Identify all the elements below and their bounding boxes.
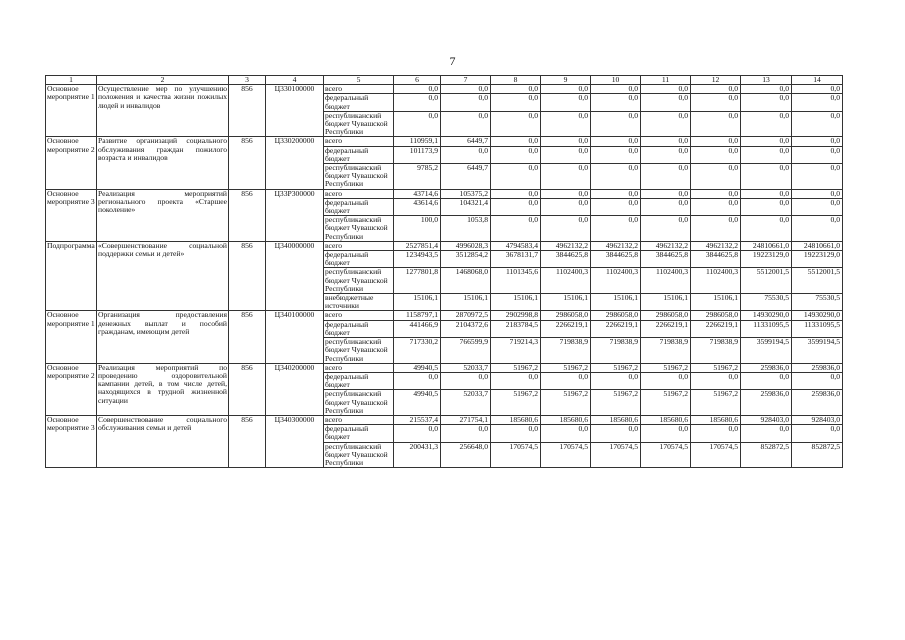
amount-cell: 271754,1 <box>441 415 491 424</box>
amount-cell: 0,0 <box>394 111 441 137</box>
amount-cell: 0,0 <box>491 189 541 198</box>
column-number-header: 1 <box>46 76 97 85</box>
amount-cell: 0,0 <box>491 94 541 111</box>
amount-cell: 3844625,8 <box>691 251 741 268</box>
amount-cell: 0,0 <box>741 111 792 137</box>
amount-cell: 2266219,1 <box>541 320 591 337</box>
target-code-cell: Ц33P300000 <box>266 189 324 241</box>
amount-cell: 0,0 <box>541 164 591 190</box>
amount-cell: 0,0 <box>491 372 541 389</box>
amount-cell: 1102400,3 <box>591 268 641 294</box>
amount-cell: 852872,5 <box>792 442 843 468</box>
header-row <box>46 76 843 85</box>
grbs-code-cell: 856 <box>229 137 266 189</box>
amount-cell: 0,0 <box>591 372 641 389</box>
amount-cell: 4962132,2 <box>641 241 691 250</box>
amount-cell: 170574,5 <box>691 442 741 468</box>
amount-cell: 0,0 <box>541 425 591 442</box>
amount-cell: 0,0 <box>394 425 441 442</box>
measure-kind-cell: Основное мероприятие 3 <box>46 415 97 467</box>
target-code-cell: Ц340200000 <box>266 363 324 415</box>
funding-source-cell: федеральный бюджет <box>324 372 394 389</box>
column-number-header: 9 <box>541 76 591 85</box>
amount-cell: 0,0 <box>792 146 843 163</box>
amount-cell: 0,0 <box>691 372 741 389</box>
table-row <box>46 241 843 250</box>
amount-cell: 43714,6 <box>394 189 441 198</box>
amount-cell: 852872,5 <box>741 442 792 468</box>
grbs-code-cell: 856 <box>229 189 266 241</box>
amount-cell: 0,0 <box>641 372 691 389</box>
amount-cell: 0,0 <box>792 372 843 389</box>
amount-cell: 0,0 <box>591 216 641 242</box>
column-number-header: 7 <box>441 76 491 85</box>
amount-cell: 51967,2 <box>541 363 591 372</box>
amount-cell: 170574,5 <box>591 442 641 468</box>
measure-name-cell: Реализация мероприятий по проведению оздоровительной кампании детей, в том числе детей, находящихся в трудной жизненной ситуации <box>97 363 229 415</box>
amount-cell: 2183784,5 <box>491 320 541 337</box>
amount-cell: 0,0 <box>591 111 641 137</box>
column-number-header: 2 <box>97 76 229 85</box>
amount-cell: 4962132,2 <box>541 241 591 250</box>
grbs-code-cell: 856 <box>229 415 266 467</box>
amount-cell: 0,0 <box>641 146 691 163</box>
amount-cell: 200431,3 <box>394 442 441 468</box>
amount-cell: 259836,0 <box>741 363 792 372</box>
amount-cell: 0,0 <box>741 198 792 215</box>
funding-source-cell: всего <box>324 363 394 372</box>
amount-cell: 100,0 <box>394 216 441 242</box>
amount-cell: 0,0 <box>591 137 641 146</box>
amount-cell: 43614,6 <box>394 198 441 215</box>
amount-cell: 75530,5 <box>792 294 843 311</box>
amount-cell: 0,0 <box>491 198 541 215</box>
measure-kind-cell: Основное мероприятие 1 <box>46 311 97 363</box>
funding-source-cell: всего <box>324 241 394 250</box>
amount-cell: 105375,2 <box>441 189 491 198</box>
amount-cell: 1101345,6 <box>491 268 541 294</box>
amount-cell: 3512854,2 <box>441 251 491 268</box>
funding-source-cell: федеральный бюджет <box>324 320 394 337</box>
amount-cell: 0,0 <box>541 372 591 389</box>
amount-cell: 51967,2 <box>491 363 541 372</box>
amount-cell: 719838,9 <box>591 338 641 364</box>
amount-cell: 49940,5 <box>394 363 441 372</box>
amount-cell: 51967,2 <box>641 390 691 416</box>
amount-cell: 0,0 <box>792 425 843 442</box>
amount-cell: 0,0 <box>591 198 641 215</box>
amount-cell: 0,0 <box>792 198 843 215</box>
amount-cell: 3599194,5 <box>741 338 792 364</box>
measure-kind-cell: Основное мероприятие 3 <box>46 189 97 241</box>
amount-cell: 0,0 <box>792 85 843 94</box>
amount-cell: 0,0 <box>541 137 591 146</box>
amount-cell: 0,0 <box>641 111 691 137</box>
amount-cell: 9785,2 <box>394 164 441 190</box>
amount-cell: 0,0 <box>641 198 691 215</box>
amount-cell: 14930290,0 <box>792 311 843 320</box>
grbs-code-cell: 856 <box>229 241 266 311</box>
measure-name-cell: Развитие организаций социального обслуживания граждан пожилого возраста и инвалидов <box>97 137 229 189</box>
amount-cell: 2870972,5 <box>441 311 491 320</box>
amount-cell: 0,0 <box>741 425 792 442</box>
measure-name-cell: Осуществление мер по улучшению положения и качества жизни пожилых людей и инвалидов <box>97 85 229 137</box>
amount-cell: 0,0 <box>591 146 641 163</box>
funding-source-cell: федеральный бюджет <box>324 198 394 215</box>
amount-cell: 15106,1 <box>541 294 591 311</box>
column-number-header: 14 <box>792 76 843 85</box>
amount-cell: 0,0 <box>541 216 591 242</box>
funding-source-cell: внебюджетные источники <box>324 294 394 311</box>
amount-cell: 6449,7 <box>441 137 491 146</box>
amount-cell: 101173,9 <box>394 146 441 163</box>
amount-cell: 0,0 <box>741 189 792 198</box>
amount-cell: 0,0 <box>394 372 441 389</box>
amount-cell: 11331095,5 <box>741 320 792 337</box>
amount-cell: 4962132,2 <box>591 241 641 250</box>
table-row <box>46 311 843 320</box>
amount-cell: 51967,2 <box>541 390 591 416</box>
amount-cell: 0,0 <box>541 198 591 215</box>
amount-cell: 110959,1 <box>394 137 441 146</box>
table-row <box>46 363 843 372</box>
page-number: 7 <box>449 54 456 68</box>
amount-cell: 719214,3 <box>491 338 541 364</box>
column-number-header: 4 <box>266 76 324 85</box>
column-number-header: 6 <box>394 76 441 85</box>
amount-cell: 15106,1 <box>491 294 541 311</box>
amount-cell: 259836,0 <box>741 390 792 416</box>
amount-cell: 51967,2 <box>591 390 641 416</box>
funding-source-cell: республиканский бюджет Чувашской Республики <box>324 268 394 294</box>
amount-cell: 0,0 <box>741 85 792 94</box>
amount-cell: 0,0 <box>641 85 691 94</box>
amount-cell: 0,0 <box>691 111 741 137</box>
amount-cell: 170574,5 <box>541 442 591 468</box>
amount-cell: 3599194,5 <box>792 338 843 364</box>
funding-source-cell: республиканский бюджет Чувашской Республики <box>324 390 394 416</box>
target-code-cell: Ц330200000 <box>266 137 324 189</box>
amount-cell: 15106,1 <box>641 294 691 311</box>
budget-table <box>45 75 843 468</box>
target-code-cell: Ц340000000 <box>266 241 324 311</box>
amount-cell: 0,0 <box>491 85 541 94</box>
amount-cell: 2986058,0 <box>541 311 591 320</box>
amount-cell: 0,0 <box>741 146 792 163</box>
amount-cell: 19223129,0 <box>741 251 792 268</box>
funding-source-cell: федеральный бюджет <box>324 425 394 442</box>
amount-cell: 2266219,1 <box>641 320 691 337</box>
amount-cell: 0,0 <box>691 216 741 242</box>
amount-cell: 4794583,4 <box>491 241 541 250</box>
funding-source-cell: всего <box>324 137 394 146</box>
amount-cell: 185680,6 <box>491 415 541 424</box>
funding-source-cell: федеральный бюджет <box>324 94 394 111</box>
amount-cell: 0,0 <box>441 372 491 389</box>
amount-cell: 0,0 <box>792 94 843 111</box>
amount-cell: 104321,4 <box>441 198 491 215</box>
amount-cell: 0,0 <box>541 189 591 198</box>
amount-cell: 0,0 <box>491 164 541 190</box>
table-row <box>46 137 843 146</box>
amount-cell: 0,0 <box>641 137 691 146</box>
amount-cell: 2104372,6 <box>441 320 491 337</box>
table-row <box>46 189 843 198</box>
amount-cell: 185680,6 <box>691 415 741 424</box>
grbs-code-cell: 856 <box>229 363 266 415</box>
amount-cell: 719838,9 <box>691 338 741 364</box>
amount-cell: 1158797,1 <box>394 311 441 320</box>
funding-source-cell: республиканский бюджет Чувашской Республики <box>324 216 394 242</box>
amount-cell: 0,0 <box>441 146 491 163</box>
amount-cell: 0,0 <box>741 216 792 242</box>
amount-cell: 0,0 <box>541 146 591 163</box>
amount-cell: 2266219,1 <box>691 320 741 337</box>
target-code-cell: Ц340100000 <box>266 311 324 363</box>
amount-cell: 0,0 <box>741 164 792 190</box>
measure-name-cell: Реализация мероприятий регионального проекта «Старшее поколение» <box>97 189 229 241</box>
amount-cell: 0,0 <box>691 164 741 190</box>
amount-cell: 0,0 <box>691 198 741 215</box>
amount-cell: 2527851,4 <box>394 241 441 250</box>
amount-cell: 3844625,8 <box>641 251 691 268</box>
amount-cell: 2902998,8 <box>491 311 541 320</box>
funding-source-cell: всего <box>324 189 394 198</box>
table-row <box>46 415 843 424</box>
amount-cell: 719838,9 <box>641 338 691 364</box>
amount-cell: 0,0 <box>394 85 441 94</box>
amount-cell: 0,0 <box>641 164 691 190</box>
amount-cell: 2986058,0 <box>641 311 691 320</box>
amount-cell: 185680,6 <box>641 415 691 424</box>
amount-cell: 0,0 <box>641 189 691 198</box>
amount-cell: 0,0 <box>441 425 491 442</box>
amount-cell: 24810661,0 <box>792 241 843 250</box>
funding-source-cell: федеральный бюджет <box>324 146 394 163</box>
funding-source-cell: федеральный бюджет <box>324 251 394 268</box>
amount-cell: 928403,0 <box>741 415 792 424</box>
amount-cell: 0,0 <box>691 189 741 198</box>
amount-cell: 0,0 <box>691 146 741 163</box>
amount-cell: 6449,7 <box>441 164 491 190</box>
amount-cell: 15106,1 <box>691 294 741 311</box>
amount-cell: 170574,5 <box>491 442 541 468</box>
amount-cell: 51967,2 <box>691 390 741 416</box>
amount-cell: 0,0 <box>491 137 541 146</box>
column-number-header: 10 <box>591 76 641 85</box>
grbs-code-cell: 856 <box>229 85 266 137</box>
amount-cell: 11331095,5 <box>792 320 843 337</box>
amount-cell: 0,0 <box>691 85 741 94</box>
amount-cell: 2266219,1 <box>591 320 641 337</box>
amount-cell: 0,0 <box>792 189 843 198</box>
amount-cell: 215537,4 <box>394 415 441 424</box>
amount-cell: 49940,5 <box>394 390 441 416</box>
amount-cell: 1277801,8 <box>394 268 441 294</box>
measure-kind-cell: Подпрограмма <box>46 241 97 311</box>
amount-cell: 19223129,0 <box>792 251 843 268</box>
amount-cell: 0,0 <box>591 94 641 111</box>
amount-cell: 14930290,0 <box>741 311 792 320</box>
column-number-header: 12 <box>691 76 741 85</box>
column-number-header: 11 <box>641 76 691 85</box>
amount-cell: 75530,5 <box>741 294 792 311</box>
target-code-cell: Ц340300000 <box>266 415 324 467</box>
amount-cell: 1102400,3 <box>641 268 691 294</box>
measure-kind-cell: Основное мероприятие 2 <box>46 137 97 189</box>
amount-cell: 24810661,0 <box>741 241 792 250</box>
amount-cell: 5512001,5 <box>741 268 792 294</box>
grbs-code-cell: 856 <box>229 311 266 363</box>
funding-source-cell: республиканский бюджет Чувашской Республики <box>324 111 394 137</box>
measure-kind-cell: Основное мероприятие 2 <box>46 363 97 415</box>
amount-cell: 0,0 <box>792 137 843 146</box>
amount-cell: 719838,9 <box>541 338 591 364</box>
amount-cell: 3844625,8 <box>591 251 641 268</box>
amount-cell: 0,0 <box>491 216 541 242</box>
column-number-header: 13 <box>741 76 792 85</box>
amount-cell: 717330,2 <box>394 338 441 364</box>
amount-cell: 1053,8 <box>441 216 491 242</box>
amount-cell: 0,0 <box>394 94 441 111</box>
funding-source-cell: всего <box>324 311 394 320</box>
amount-cell: 0,0 <box>691 425 741 442</box>
amount-cell: 0,0 <box>641 216 691 242</box>
amount-cell: 0,0 <box>591 189 641 198</box>
amount-cell: 0,0 <box>591 425 641 442</box>
amount-cell: 2986058,0 <box>591 311 641 320</box>
amount-cell: 51967,2 <box>591 363 641 372</box>
amount-cell: 15106,1 <box>441 294 491 311</box>
amount-cell: 0,0 <box>491 146 541 163</box>
amount-cell: 4996028,3 <box>441 241 491 250</box>
amount-cell: 52033,7 <box>441 390 491 416</box>
amount-cell: 0,0 <box>441 85 491 94</box>
amount-cell: 170574,5 <box>641 442 691 468</box>
column-number-header: 5 <box>324 76 394 85</box>
amount-cell: 5512001,5 <box>792 268 843 294</box>
amount-cell: 0,0 <box>691 94 741 111</box>
amount-cell: 0,0 <box>441 111 491 137</box>
amount-cell: 0,0 <box>541 111 591 137</box>
amount-cell: 1234943,5 <box>394 251 441 268</box>
amount-cell: 259836,0 <box>792 390 843 416</box>
column-number-header: 3 <box>229 76 266 85</box>
amount-cell: 0,0 <box>741 94 792 111</box>
measure-name-cell: Организация предоставления денежных выплат и пособий гражданам, имеющим детей <box>97 311 229 363</box>
amount-cell: 52033,7 <box>441 363 491 372</box>
amount-cell: 51967,2 <box>491 390 541 416</box>
measure-kind-cell: Основное мероприятие 1 <box>46 85 97 137</box>
funding-source-cell: республиканский бюджет Чувашской Республики <box>324 338 394 364</box>
amount-cell: 441466,9 <box>394 320 441 337</box>
amount-cell: 4962132,2 <box>691 241 741 250</box>
amount-cell: 0,0 <box>792 111 843 137</box>
amount-cell: 0,0 <box>691 137 741 146</box>
amount-cell: 51967,2 <box>641 363 691 372</box>
amount-cell: 0,0 <box>591 85 641 94</box>
amount-cell: 15106,1 <box>591 294 641 311</box>
amount-cell: 0,0 <box>792 164 843 190</box>
measure-name-cell: «Совершенствование социальной поддержки семьи и детей» <box>97 241 229 311</box>
amount-cell: 185680,6 <box>591 415 641 424</box>
amount-cell: 259836,0 <box>792 363 843 372</box>
amount-cell: 0,0 <box>441 94 491 111</box>
amount-cell: 0,0 <box>641 94 691 111</box>
amount-cell: 928403,0 <box>792 415 843 424</box>
amount-cell: 0,0 <box>541 94 591 111</box>
amount-cell: 3844625,8 <box>541 251 591 268</box>
amount-cell: 185680,6 <box>541 415 591 424</box>
measure-name-cell: Совершенствование социального обслуживания семьи и детей <box>97 415 229 467</box>
column-number-header: 8 <box>491 76 541 85</box>
amount-cell: 1102400,3 <box>541 268 591 294</box>
funding-source-cell: республиканский бюджет Чувашской Республики <box>324 164 394 190</box>
amount-cell: 2986058,0 <box>691 311 741 320</box>
amount-cell: 1468068,0 <box>441 268 491 294</box>
amount-cell: 0,0 <box>491 111 541 137</box>
amount-cell: 15106,1 <box>394 294 441 311</box>
target-code-cell: Ц330100000 <box>266 85 324 137</box>
amount-cell: 0,0 <box>641 425 691 442</box>
amount-cell: 256648,0 <box>441 442 491 468</box>
amount-cell: 0,0 <box>741 372 792 389</box>
amount-cell: 0,0 <box>541 85 591 94</box>
amount-cell: 0,0 <box>491 425 541 442</box>
amount-cell: 0,0 <box>591 164 641 190</box>
funding-source-cell: всего <box>324 415 394 424</box>
amount-cell: 51967,2 <box>691 363 741 372</box>
amount-cell: 3678131,7 <box>491 251 541 268</box>
amount-cell: 766599,9 <box>441 338 491 364</box>
amount-cell: 1102400,3 <box>691 268 741 294</box>
funding-source-cell: республиканский бюджет Чувашской Республики <box>324 442 394 468</box>
amount-cell: 0,0 <box>792 216 843 242</box>
amount-cell: 0,0 <box>741 137 792 146</box>
funding-source-cell: всего <box>324 85 394 94</box>
table-row <box>46 85 843 94</box>
